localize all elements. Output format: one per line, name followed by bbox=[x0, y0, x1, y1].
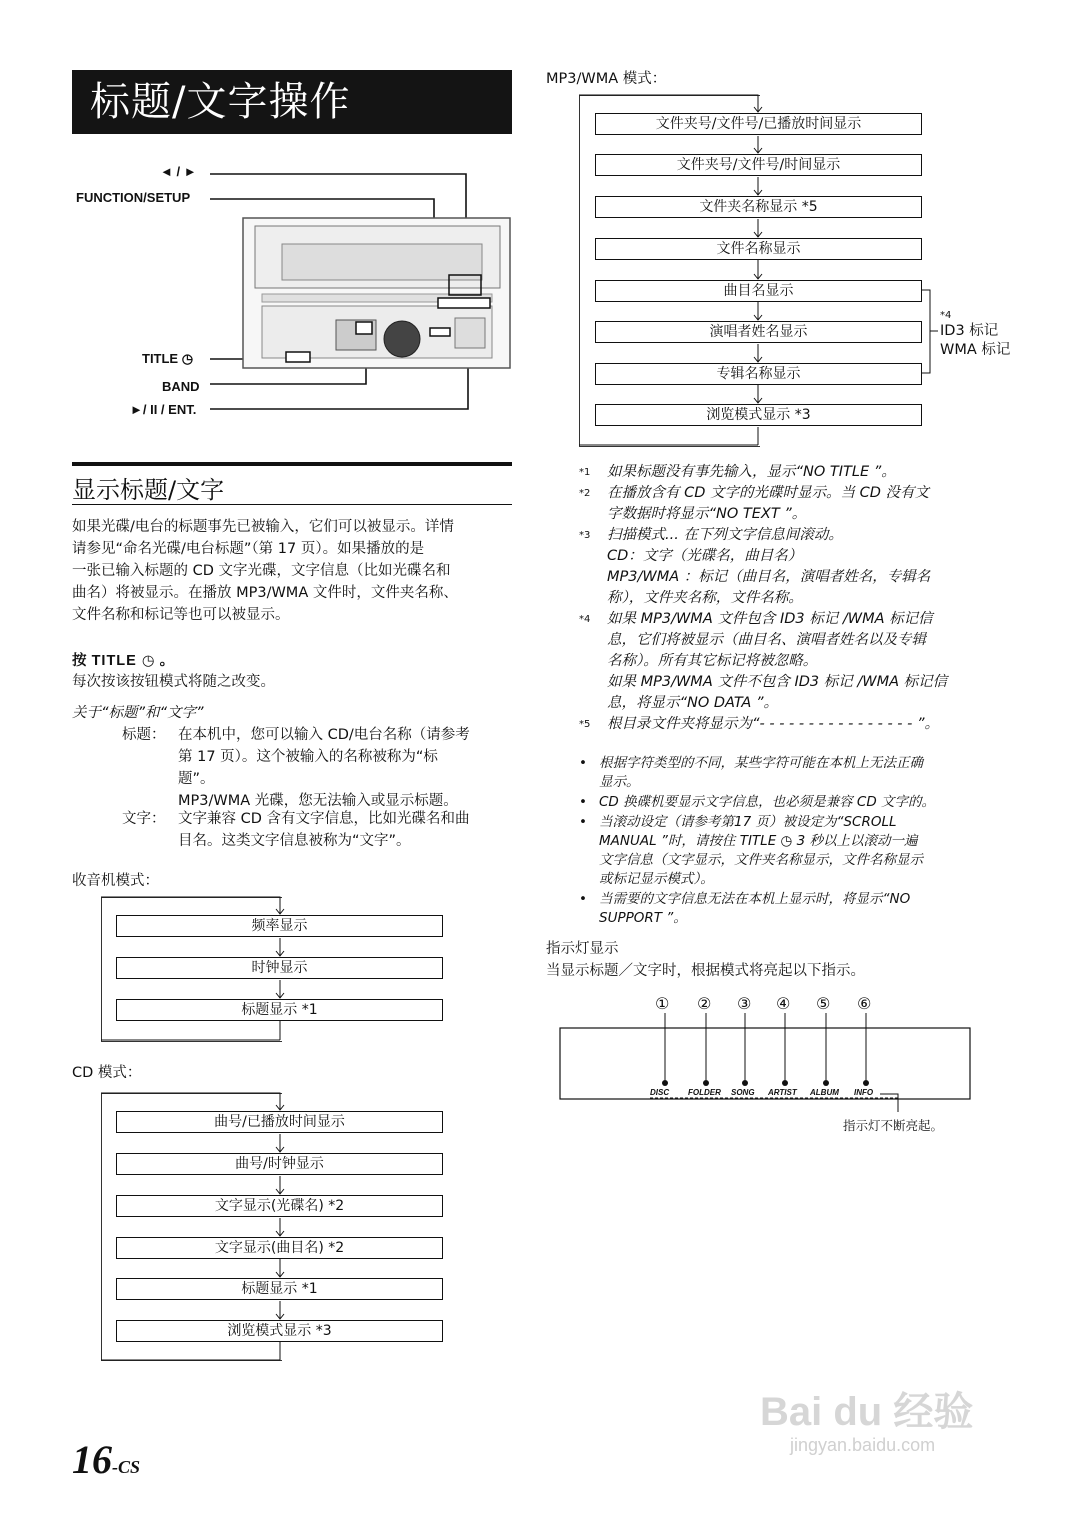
bullet-item: • CD 换碟机要显示文字信息，也必须是兼容 CD 文字的。 bbox=[579, 794, 936, 810]
indicator-number-4: ④ bbox=[776, 994, 791, 1013]
footnote-4: *4 如果 MP3/WMA 文件包含 ID3 标记 /WMA 标记信 息，它们将被显示（曲目名、演唱者姓名以及专辑 名称）。所有其它标记将被忽略。 如果 MP3/WMA 文件不包含 ID3 标记 /WMA 标记信 息，将显示“NO DATA ”。 bbox=[579, 611, 948, 711]
radio-step-clock: 时钟显示 bbox=[116, 957, 443, 979]
indicator-label-song: SONG bbox=[731, 1088, 755, 1097]
press-desc: 每次按该按钮模式将随之改变。 bbox=[72, 674, 275, 690]
radio-step-title: 标题显示 *1 bbox=[116, 999, 443, 1021]
mp3-step-2: 文件夹号/文件号/时间显示 bbox=[595, 154, 922, 176]
press-title-instruction: 按 TITLE ◷ 。 bbox=[72, 653, 175, 669]
indicator-label-artist: ARTIST bbox=[768, 1088, 797, 1097]
indicator-number-3: ③ bbox=[737, 994, 752, 1013]
cd-step-4: 文字显示(曲目名) *2 bbox=[116, 1237, 443, 1259]
title-button-label: TITLE ◷ bbox=[142, 351, 194, 366]
indicator-heading: 指示灯显示 bbox=[546, 941, 619, 957]
play-pause-label: ►/ II / ENT. bbox=[130, 402, 197, 417]
indicator-number-5: ⑤ bbox=[816, 994, 831, 1013]
cd-step-2: 曲号/时钟显示 bbox=[116, 1153, 443, 1175]
page-number: 16-CS bbox=[72, 1437, 141, 1482]
section-heading: 显示标题/文字 bbox=[72, 476, 225, 504]
indicator-label-disc: DISC bbox=[650, 1088, 670, 1097]
mp3-step-7: 专辑名称显示 bbox=[595, 363, 922, 385]
mp3-step-6: 演唱者姓名显示 bbox=[595, 321, 922, 343]
cd-step-6: 浏览模式显示 *3 bbox=[116, 1320, 443, 1342]
mp3-step-8: 浏览模式显示 *3 bbox=[595, 404, 922, 426]
footnote-5: *5 根目录文件夹将显示为“- - - - - - - - - - - - - - - - ”。 bbox=[579, 716, 939, 732]
intro-paragraph: 如果光碟/电台的标题事先已被输入，它们可以被显示。详情 请参见“命名光碟/电台标题”（第 17 页）。如果播放的是 一张已输入标题的 CD 文字光碟，文字信息（比如光碟名和 曲名）将被显示。在播放 MP3/WMA 文件时，文件夹名称、 文件名称和标记等也可以被显示。 bbox=[72, 519, 458, 623]
cd-step-1: 曲号/已播放时间显示 bbox=[116, 1111, 443, 1133]
title-term: 标题： bbox=[122, 727, 166, 743]
radio-mode-label: 收音机模式： bbox=[72, 873, 159, 889]
mp3-step-1: 文件夹号/文件号/已播放时间显示 bbox=[595, 113, 922, 135]
bullet-item: • 根据字符类型的不同，某些字符可能在本机上无法正确 显示。 bbox=[579, 755, 923, 790]
watermark-url: jingyan.baidu.com bbox=[790, 1435, 936, 1455]
mp3-mode-label: MP3/WMA 模式： bbox=[546, 71, 667, 87]
indicator-number-2: ② bbox=[697, 994, 712, 1013]
mp3-step-3: 文件夹名称显示 *5 bbox=[595, 196, 922, 218]
indicator-label-info: INFO bbox=[854, 1088, 874, 1097]
bracket-label: ID3 标记 WMA 标记 bbox=[940, 323, 1011, 358]
about-heading: 关于“标题”和“文字” bbox=[72, 705, 204, 721]
page-title: 标题/文字操作 bbox=[72, 70, 512, 134]
prev-next-label: ◄ / ► bbox=[160, 164, 197, 179]
indicator-number-1: ① bbox=[655, 994, 670, 1013]
cd-step-3: 文字显示(光碟名) *2 bbox=[116, 1195, 443, 1217]
text-term: 文字： bbox=[122, 811, 166, 827]
footnote-2: *2 在播放含有 CD 文字的光碟时显示。当 CD 没有文 字数据时将显示“NO TEXT ”。 bbox=[579, 485, 930, 522]
bracket-mark: *4 bbox=[940, 310, 952, 321]
footnote-3: *3 扫描模式... 在下列文字信息间滚动。 CD：文字（光碟名，曲目名） MP3/WMA ：标记（曲目名，演唱者姓名，专辑名 称），文件夹名称，文件名称。 bbox=[579, 527, 931, 606]
title-desc: 在本机中，您可以输入 CD/电台名称（请参考 第 17 页）。这个被输入的名称被称为“标 题”。 MP3/WMA 光碟，您无法输入或显示标题。 bbox=[178, 727, 470, 809]
cd-mode-label: CD 模式： bbox=[72, 1065, 142, 1081]
function-setup-label: FUNCTION/SETUP bbox=[76, 190, 191, 205]
indicator-label-folder: FOLDER bbox=[688, 1088, 721, 1097]
indicator-number-6: ⑥ bbox=[857, 994, 872, 1013]
mp3-step-5: 曲目名显示 bbox=[595, 280, 922, 302]
footnote-1: *1 如果标题没有事先输入，显示“NO TITLE ”。 bbox=[579, 464, 896, 480]
watermark-brand: Bai du 经验 bbox=[760, 1390, 974, 1434]
indicator-caption: 指示灯不断亮起。 bbox=[843, 1118, 944, 1133]
indicator-label-album: ALBUM bbox=[810, 1088, 839, 1097]
bullet-item: • 当需要的文字信息无法在本机上显示时，将显示“NO SUPPORT ”。 bbox=[579, 891, 911, 926]
bullet-item: • 当滚动设定（请参考第17 页）被设定为“SCROLL MANUAL ”时，请按住 TITLE ◷ 3 秒以上以滚动一遍 文字信息（文字显示，文件夹名称显示，文件名称显示 或标记显示模式）。 bbox=[579, 814, 923, 887]
mp3-step-4: 文件名称显示 bbox=[595, 238, 922, 260]
radio-step-frequency: 频率显示 bbox=[116, 915, 443, 937]
cd-step-5: 标题显示 *1 bbox=[116, 1278, 443, 1300]
band-label: BAND bbox=[162, 379, 200, 394]
text-desc: 文字兼容 CD 含有文字信息，比如光碟名和曲 目名。这类文字信息被称为“文字”。 bbox=[178, 811, 470, 849]
indicator-desc: 当显示标题／文字时，根据模式将亮起以下指示。 bbox=[546, 963, 865, 979]
